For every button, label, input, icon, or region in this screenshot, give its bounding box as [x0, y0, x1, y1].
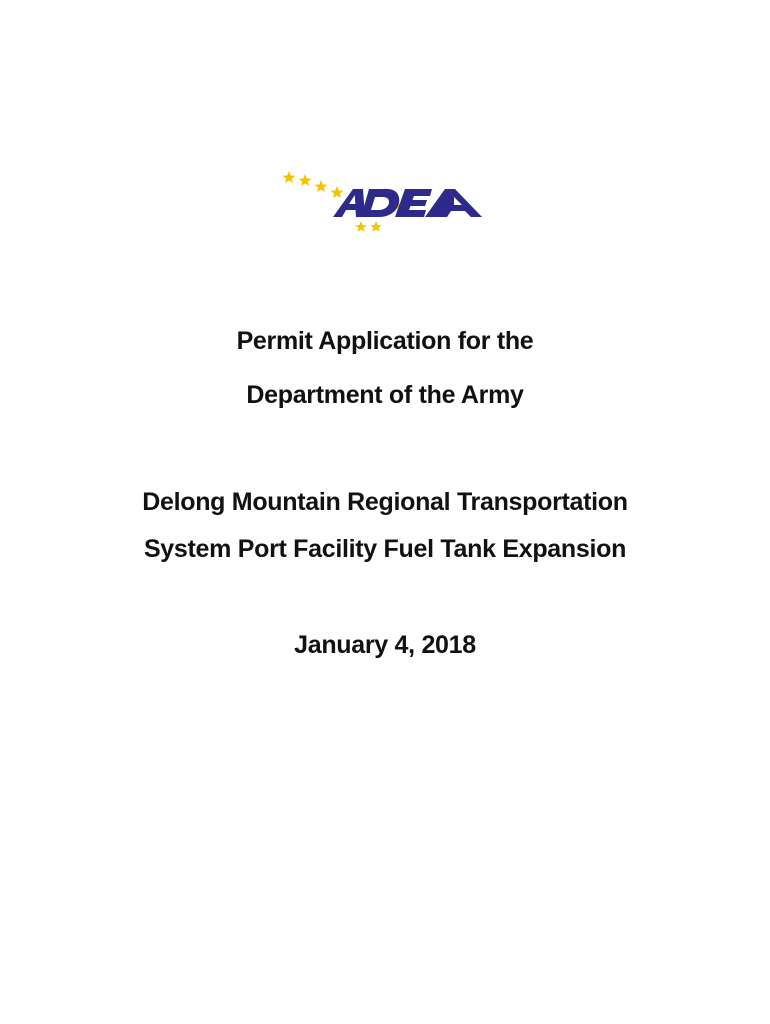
star-icon	[315, 180, 328, 192]
title-line-2: Department of the Army	[246, 381, 524, 409]
adea-logo-icon	[275, 155, 490, 240]
adea-logo	[275, 155, 490, 240]
star-icon	[370, 221, 382, 232]
star-icon	[283, 171, 296, 183]
document-date: January 4, 2018	[294, 631, 476, 659]
title-line-1: Permit Application for the	[236, 327, 534, 355]
star-icon	[331, 186, 344, 198]
star-icon	[299, 174, 312, 186]
project-name-line-2: System Port Facility Fuel Tank Expansion	[143, 535, 627, 563]
project-name-line-1: Delong Mountain Regional Transportation	[142, 488, 628, 516]
star-icon	[355, 221, 367, 232]
